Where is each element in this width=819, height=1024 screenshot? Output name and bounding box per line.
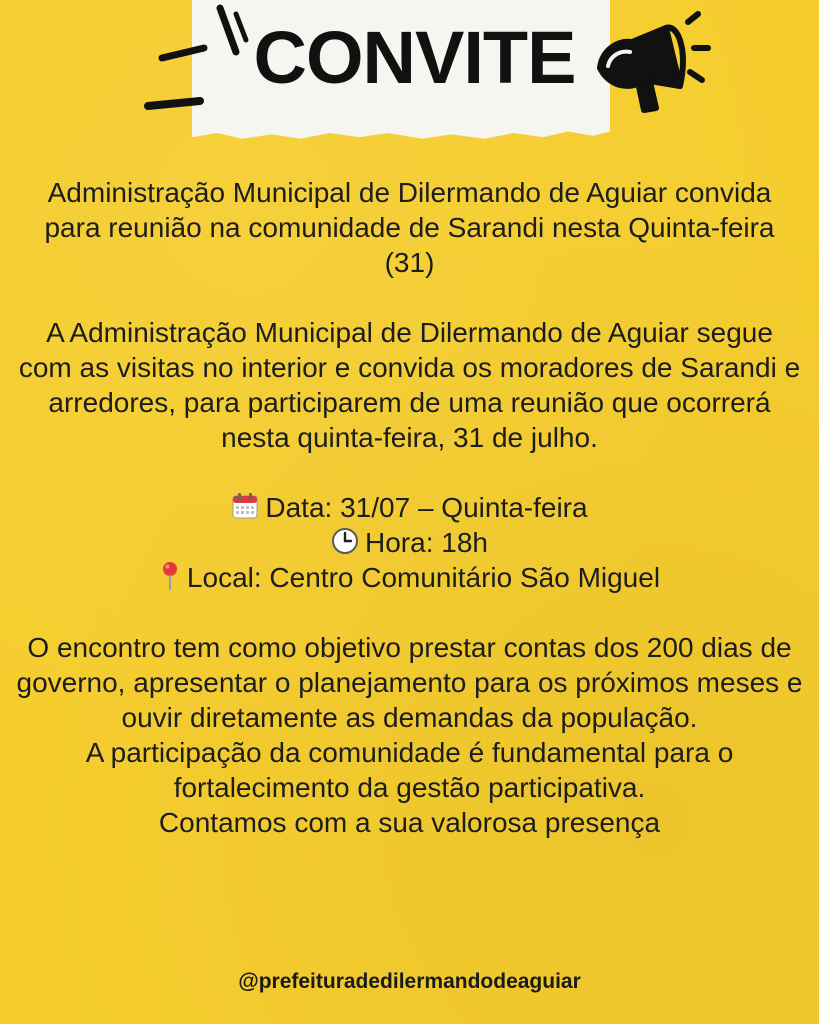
page-title: CONVITE — [253, 16, 576, 99]
time-line — [16, 525, 803, 560]
brush-stroke-decoration — [140, 0, 250, 115]
headline: Administração Municipal de Dilermando de Aguiar convida para reunião na comunidade de Sarandi nesta Quinta-feira (31) — [44, 177, 775, 278]
body-paragraph-goals: O encontro tem como objetivo prestar contas dos 200 dias de governo, apresentar o planejamento para os próximos meses e ouvir diretamente as demandas da população. — [16, 632, 803, 733]
pin-icon — [159, 560, 181, 590]
body-paragraph-closing: Contamos com a sua valorosa presença — [158, 807, 661, 838]
date-line — [16, 490, 803, 525]
intro-paragraph: A Administração Municipal de Dilermando de Aguiar segue com as visitas no interior e convida os moradores de Sarandi e arredores, para participarem de uma reunião que ocorrerá nesta quinta-feira, 31 de julho. — [18, 317, 801, 453]
megaphone-icon — [588, 10, 714, 120]
calendar-icon — [231, 492, 259, 520]
place-text: Local: Centro Comunitário São Miguel — [186, 562, 661, 593]
social-handle: @prefeituradedilermandodeaguiar — [238, 970, 581, 993]
time-text: Hora: 18h — [365, 527, 488, 558]
clock-icon — [331, 527, 359, 555]
date-text: Data: 31/07 – Quinta-feira — [265, 492, 588, 523]
invitation-text — [16, 175, 803, 840]
place-line — [16, 560, 803, 595]
body-paragraph-participation: A participação da comunidade é fundamental para o fortalecimento da gestão participativa. — [85, 737, 734, 803]
